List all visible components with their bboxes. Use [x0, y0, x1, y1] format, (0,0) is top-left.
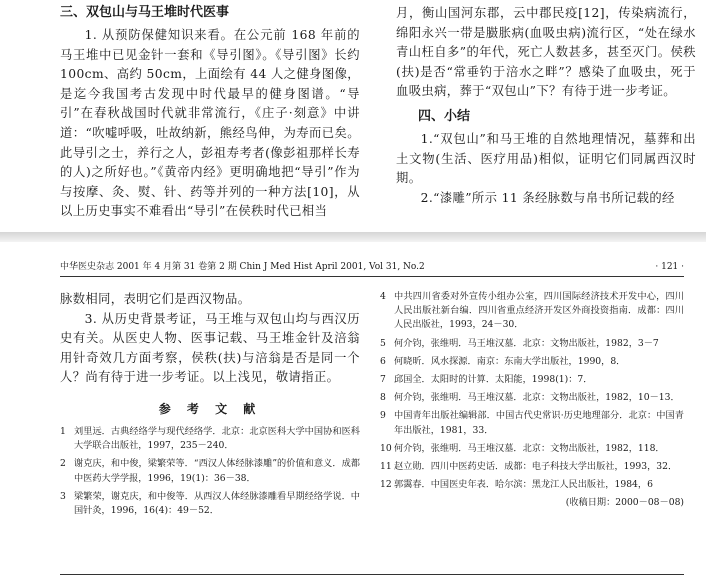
running-header: [60, 260, 684, 277]
reference-item: 10 何介钧，张维明．马王堆汉墓．北京：文物出版社，1982，118．: [380, 442, 665, 454]
reference-item: 1 刘里远．古典经络学与现代经络学．北京：北京医科大学中国协和医科大学联合出版社，1997，235－240．: [60, 425, 360, 452]
reference-item: 9 中国青年出版社编辑部．中国古代史常识·历史地理部分．北京：中国青年出版社，1981，33．: [380, 410, 684, 436]
reference-item: 3 梁繁荣，谢克庆，和中俊等．从西汉人体经脉漆雕看早期经络学说．中国针灸，1996，16(4)：49－52．: [60, 490, 360, 516]
paragraph: 3. 从历史背景考证，马王堆与双包山均与西汉历史有关。从医史人物、医事记载、马王堆金针及涪翁用针奇效几方面考察，侯秩(扶)与涪翁是否是同一个人？尚有待于进一步考证。以上浅见，敬请指正。: [60, 311, 360, 385]
paragraph: 2.“漆雕”所示 11 条经脉数与帛书所记载的经: [420, 190, 675, 205]
reference-item: 11 赵立勋．四川中医药史话．成都：电子科技大学出版社，1993，32．: [380, 461, 678, 473]
subheading-summary: 四、小结: [418, 108, 471, 124]
page-number: · 121 ·: [655, 262, 684, 272]
reference-item: 5 何介钧，张维明．马王堆汉墓．北京：文物出版社，1982，3－7: [380, 337, 659, 349]
reference-item: 4 中共四川省委对外宣传小组办公室，四川国际经济技术开发中心，四川人民出版社新台编．四川省重点经济开发区外商投资指南．成都：四川人民出版社，1993，24－30．: [380, 291, 684, 331]
journal-info: 中华医史杂志 2001 年 4 月第 31 卷第 2 期 Chin J Med Hist April 2001, Vol 31, No.2: [60, 262, 425, 272]
references-title: 参 考 文 献: [158, 401, 262, 416]
section-heading: 三、双包山与马王堆时代医事: [60, 5, 230, 20]
upper-left-column: [60, 4, 360, 222]
reference-item: 7 邱国全．太阳时的计算．太阳能，1998(1)：7．: [380, 374, 593, 386]
lower-page: [0, 242, 706, 583]
lower-right-column: [380, 290, 684, 510]
reference-item: 2 谢克庆，和中俊，梁繁荣等．“西汉人体经脉漆雕”的价值和意义．成都中医药大学学报，1996，19(1)：36－38．: [60, 458, 360, 484]
reference-item: 12 郭霭春．中国医史年表．哈尔滨：黑龙江人民出版社，1984，6: [380, 479, 653, 491]
page-divider: [0, 232, 706, 242]
lower-left-column: [60, 290, 360, 522]
paragraph: 1.“双包山”和马王堆的自然地理情况，墓葬和出土文物(生活、医疗用品)相似，证明它们同属西汉时期。: [396, 131, 696, 186]
reference-item: 8 何介钧，张维明．马王堆汉墓．北京：文物出版社，1982，10－13．: [380, 392, 680, 404]
paragraph: 1. 从预防保健知识来看。在公元前 168 年前的马王堆中已见金针一套和《导引图》。《导引图》长约 100cm、高约 50cm，上面绘有 44 人之健身图像，是迄今我国考古发现中时代最早的健身图谱。“导引”在春秋战国时代就非常流行，《庄子·刻意》中讲道：“吹嘘呼吸，吐故纳新，熊经鸟伸，为寿而已矣。此导引之士，养行之人，彭祖寿考者(像彭祖那样长寿的人)之所好也。”《黄帝内经》更明确地把“导引”作为与按摩、灸、熨、针、药等并列的一种方法[10]，从以上历史事实不难看出“导引”在侯秩时代已相当: [60, 28, 360, 219]
reference-item: 6 何晓昕．风水探源．南京：东南大学出版社，1990，8．: [380, 355, 626, 367]
received-date-note: (收稿日期：2000－08－08): [565, 497, 684, 509]
upper-right-column: [396, 4, 696, 208]
bottom-rule: [60, 574, 684, 575]
paragraph: 月，衡山国河东郡，云中郡民疫[12]，传染病流行，绵阳永兴一带是臌胀病(血吸虫病)流行区，“处在绿水青山枉自多”的年代，死亡人数甚多，甚至灭门。侯秩(扶)是否“常垂钓于涪水之畔”？感染了血吸虫，死于血吸虫病，葬于“双包山”下？有待于进一步考证。: [396, 6, 696, 99]
paragraph: 脉数相同，表明它们是西汉物品。: [60, 292, 251, 306]
upper-page: [0, 0, 706, 232]
